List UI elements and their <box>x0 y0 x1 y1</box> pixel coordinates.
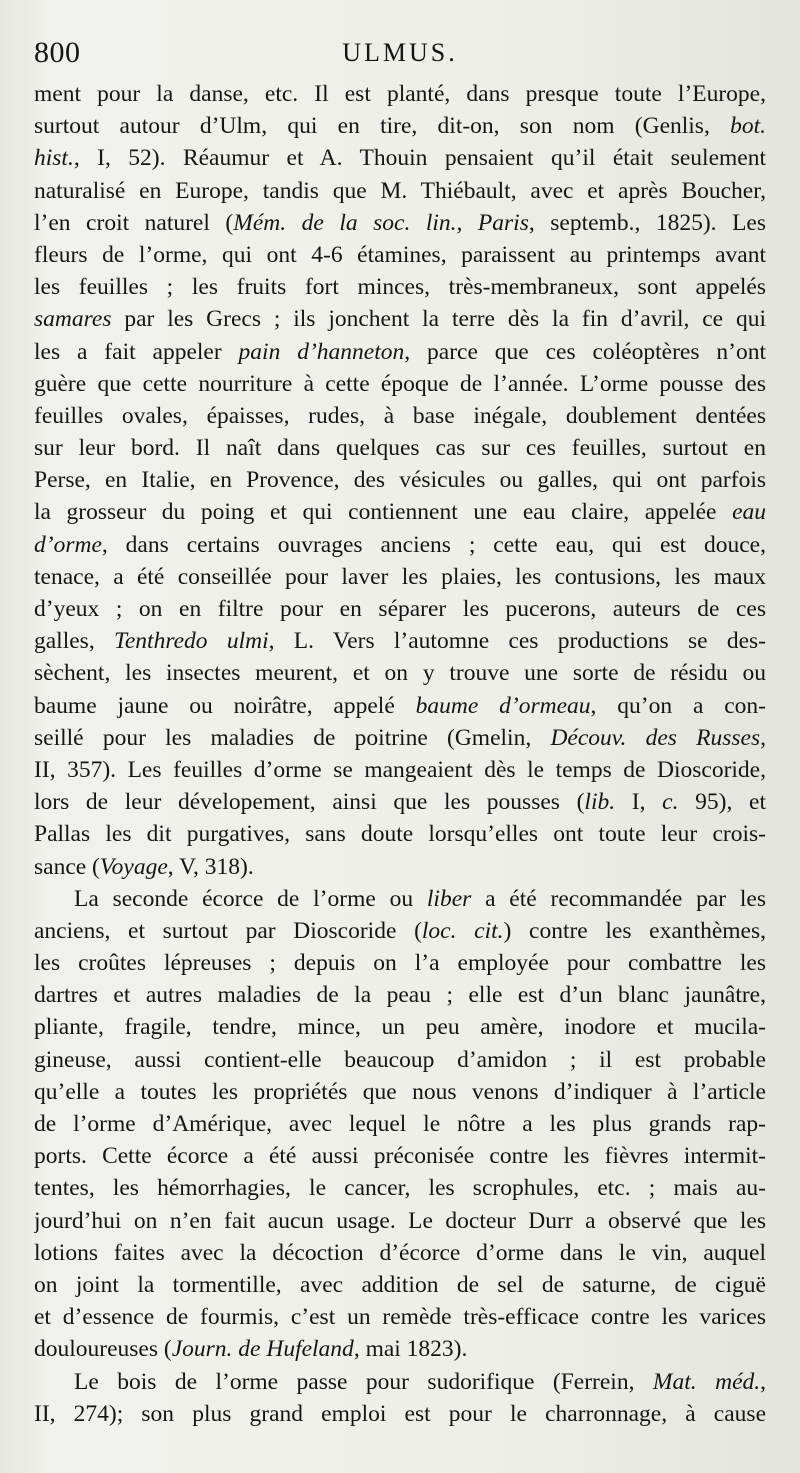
text-line: les a fait appeler pain d’hanneton, parce que ces coléoptères n’ont <box>34 338 766 365</box>
text-line: et d’essence de fourmis, c’est un remède très-efficace contre les varices <box>34 1304 766 1331</box>
text-line: II, 357). Les feuilles d’orme se mangeaient dès le temps de Dioscoride, <box>34 756 766 783</box>
text-line: Le bois de l’orme passe pour sudorifique (Ferrein, Mat. méd., <box>74 1368 766 1395</box>
text-line: ment pour la danse, etc. Il est planté, dans presque toute l’Europe, <box>34 81 766 107</box>
text-line: Perse, en Italie, en Provence, des vésicules ou galles, qui ont parfois <box>34 467 766 494</box>
text-line: ports. Cette écorce a été aussi préconisée contre les fièvres intermit- <box>34 1143 766 1170</box>
text-line: galles, Tenthredo ulmi, L. Vers l’automne ces productions se des- <box>34 628 766 655</box>
text-line: d’yeux ; on en filtre pour en séparer les pucerons, auteurs de ces <box>34 596 766 622</box>
text-line: naturalisé en Europe, tandis que M. Thiébault, avec et après Boucher, <box>34 177 766 204</box>
text-line: douloureuses (Journ. de Hufeland, mai 1823). <box>34 1336 468 1363</box>
text-line: guère que cette nourriture à cette époque de l’année. L’orme pousse des <box>34 370 766 397</box>
text-line: les croûtes lépreuses ; depuis on l’a employée pour combattre les <box>34 950 766 977</box>
body-text <box>34 78 766 1430</box>
text-line: lotions faites avec la décoction d’écorce d’orme dans le vin, auquel <box>34 1239 766 1266</box>
text-line: baume jaune ou noirâtre, appelé baume d’ormeau, qu’on a con- <box>34 692 766 719</box>
text-line: sèchent, les insectes meurent, et on y trouve une sorte de résidu ou <box>34 660 766 687</box>
text-line: samares par les Grecs ; ils jonchent la terre dès la fin d’avril, ce qui <box>34 306 766 333</box>
text-line: l’en croit naturel (Mém. de la soc. lin., Paris, septemb., 1825). Les <box>34 209 766 236</box>
text-line: tentes, les hémorrhagies, le cancer, les scrophules, etc. ; mais au- <box>34 1175 766 1202</box>
page-number: 800 <box>34 36 81 69</box>
text-line: tenace, a été conseillée pour laver les plaies, les contusions, les maux <box>34 563 766 590</box>
page-header <box>30 36 770 76</box>
running-title: ULMUS. <box>342 38 458 67</box>
text-line: seillé pour les maladies de poitrine (Gmelin, Découv. des Russes, <box>34 724 766 751</box>
text-line: II, 274); son plus grand emploi est pour le charronnage, à cause <box>34 1400 766 1427</box>
text-line: sur leur bord. Il naît dans quelques cas sur ces feuilles, surtout en <box>34 435 766 462</box>
text-line: pliante, fragile, tendre, mince, un peu amère, inodore et mucila- <box>34 1014 766 1041</box>
text-line: anciens, et surtout par Dioscoride (loc. cit.) contre les exanthèmes, <box>34 917 766 944</box>
text-line: fleurs de l’orme, qui ont 4-6 étamines, paraissent au printemps avant <box>34 241 766 268</box>
text-line: les feuilles ; les fruits fort minces, très-membraneux, sont appelés <box>34 274 766 301</box>
text-line: Pallas les dit purgatives, sans doute lorsqu’elles ont toute leur crois- <box>34 821 766 848</box>
text-line: jourd’hui on n’en fait aucun usage. Le docteur Durr a observé que les <box>34 1207 766 1234</box>
text-line: sance (Voyage, V, 318). <box>34 853 254 880</box>
text-line: la grosseur du poing et qui contiennent une eau claire, appelée eau <box>34 499 766 526</box>
text-line: gineuse, aussi contient-elle beaucoup d’amidon ; il est probable <box>34 1046 766 1073</box>
text-line: surtout autour d’Ulm, qui en tire, dit-on, son nom (Genlis, bot. <box>34 113 766 140</box>
text-line: La seconde écorce de l’orme ou liber a été recommandée par les <box>74 885 766 912</box>
text-line: hist., I, 52). Réaumur et A. Thouin pensaient qu’il était seulement <box>34 145 766 172</box>
text-line: lors de leur dévelopement, ainsi que les pousses (lib. I, c. 95), et <box>34 789 766 816</box>
text-line: de l’orme d’Amérique, avec lequel le nôtre a les plus grands rap- <box>34 1111 766 1137</box>
text-line: on joint la tormentille, avec addition de sel de saturne, de ciguë <box>34 1271 766 1298</box>
text-line: dartres et autres maladies de la peau ; elle est d’un blanc jaunâtre, <box>34 982 766 1009</box>
text-line: qu’elle a toutes les propriétés que nous venons d’indiquer à l’article <box>34 1078 766 1105</box>
text-line: feuilles ovales, épaisses, rudes, à base inégale, doublement dentées <box>34 402 766 429</box>
text-line: d’orme, dans certains ouvrages anciens ; cette eau, qui est douce, <box>34 531 766 558</box>
